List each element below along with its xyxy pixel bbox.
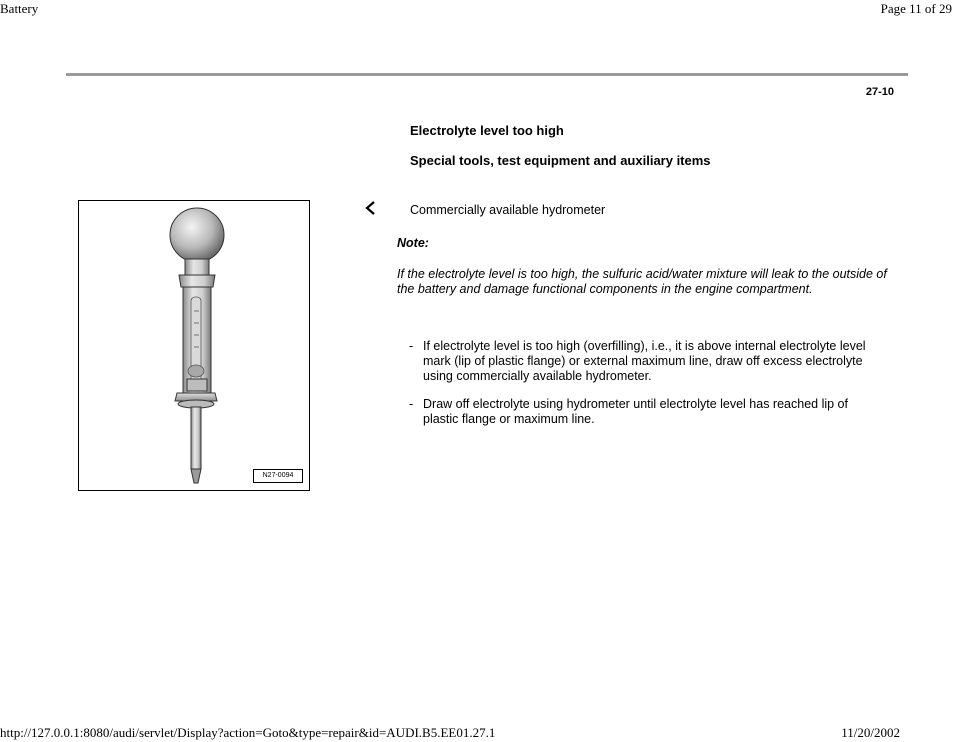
hydrometer-figure <box>78 200 310 491</box>
step-item <box>409 397 879 427</box>
section-title: Electrolyte level too high <box>410 123 564 138</box>
page-indicator: Page 11 of 29 <box>880 1 952 16</box>
step-text: If electrolyte level is too high (overfilling), i.e., it is above internal electrolyte level mark (lip of plastic flange) or external maximum line, draw off excess electrolyte using commercially available hydrometer. <box>423 339 866 383</box>
hydrometer-illustration <box>79 201 309 490</box>
note-label: Note: <box>397 236 429 250</box>
note-body: If the electrolyte level is too high, the sulfuric acid/water mixture will leak to the outside of the battery and damage functional components in the engine compartment. <box>397 267 887 296</box>
step-item <box>409 339 879 384</box>
step-text: Draw off electrolyte using hydrometer until electrolyte level has reached lip of plastic flange or maximum line. <box>423 397 848 426</box>
page-number: 27-10 <box>865 86 894 98</box>
footer-date: 11/20/2002 <box>841 725 900 740</box>
tools-heading: Special tools, test equipment and auxiliary items <box>410 153 711 168</box>
footer-url: http://127.0.0.1:8080/audi/servlet/Display?action=Goto&type=repair&id=AUDI.B5.EE01.27.1 <box>0 725 496 740</box>
step-dash: - <box>409 339 414 353</box>
header-rule <box>66 73 908 76</box>
figure-pointer-icon <box>364 201 376 215</box>
figure-label: N27-0094 <box>253 469 303 483</box>
document-section-title: Battery <box>0 1 39 16</box>
equipment-item: Commercially available hydrometer <box>410 203 606 217</box>
step-dash: - <box>409 397 414 411</box>
